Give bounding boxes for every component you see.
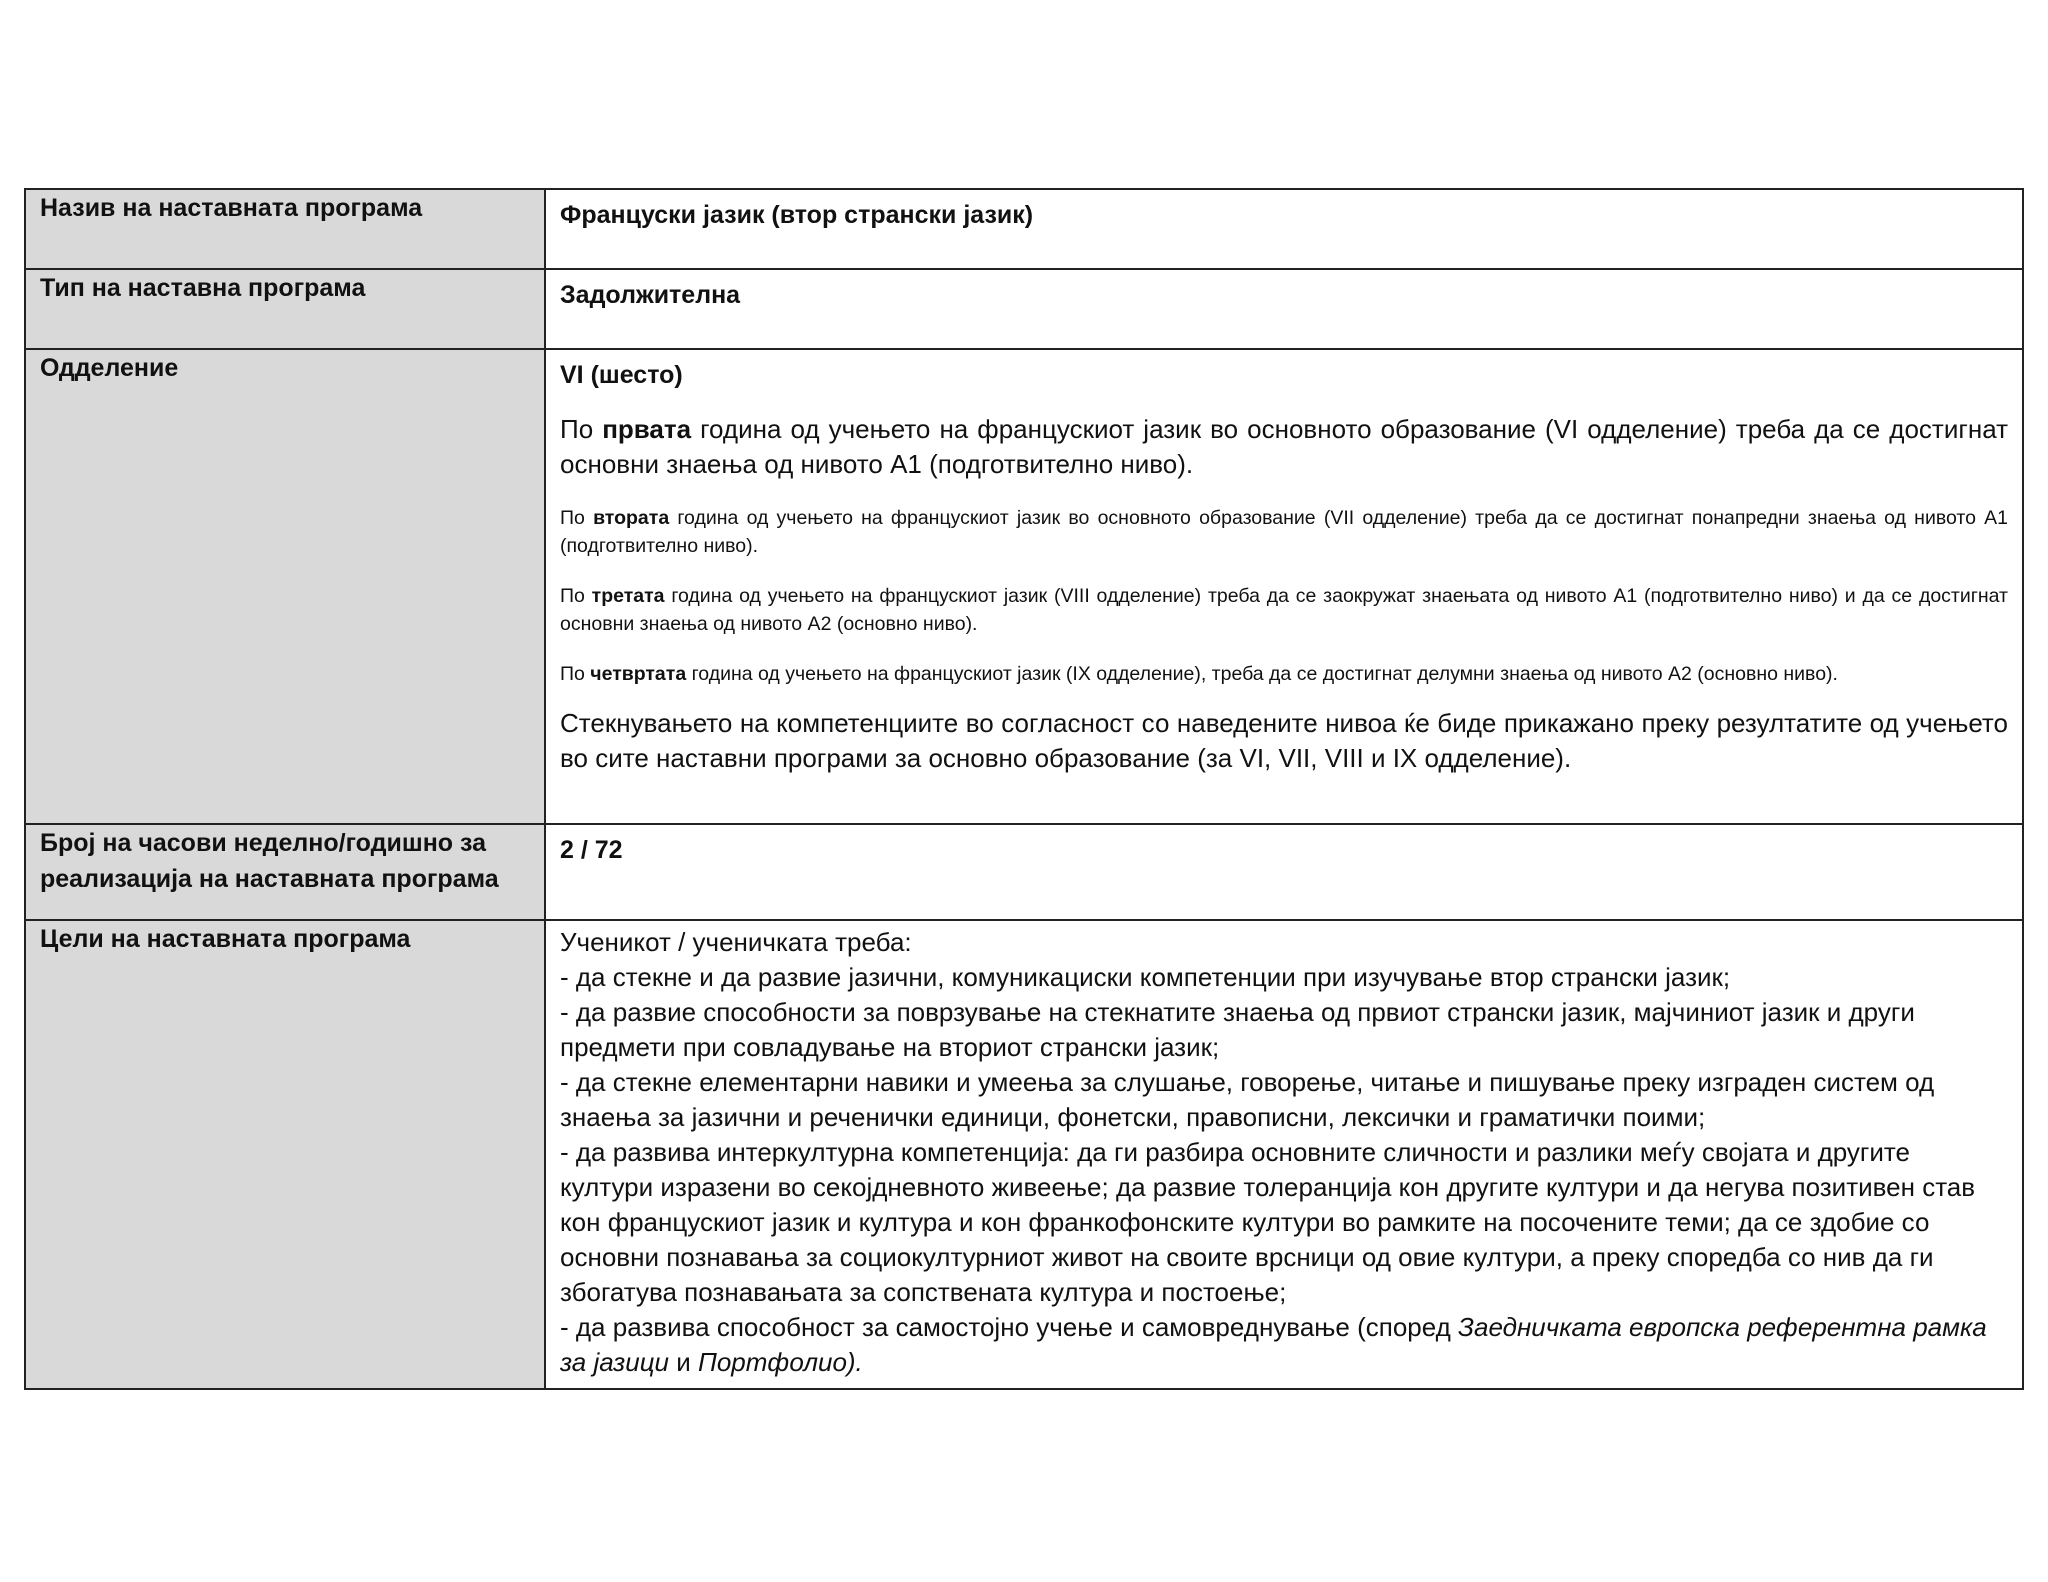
- grade-paragraph-second-year: По втората година од учењето на францускиот јазик во основното образование (VII одделение) треба да се достигнат понапредни знаења од нивото А1 (подготвително ниво).: [560, 507, 2009, 557]
- syllabus-table: [24, 188, 2024, 1390]
- label-program-name: Назив на наставната програма: [25, 189, 545, 269]
- goals-intro: Ученикот / ученичката треба:: [560, 927, 912, 957]
- program-name-text: Француски јазик (втор странски јазик): [560, 201, 1034, 229]
- value-goals: [545, 920, 2023, 1389]
- row-hours: [25, 824, 2023, 920]
- row-program-name: [25, 189, 2023, 269]
- row-program-type: [25, 269, 2023, 349]
- goal-item: - да развива интеркултурна компетенција: да ги разбира основните сличности и разлики меѓу својата и другите култури изразени во секојдневното живеење; да развие толеранција кон другите култури и да негува позитивен став кон францускиот јазик и култура и кон франкофонските култури во рамките на посочените теми; да се здобие со основни познавања за социокултурниот живот на своите врсници од овие култури, а преку споредба со нив да ги збогатува познавањата за сопствената култура и постоење;: [560, 1137, 1976, 1307]
- portfolio-title: Портфолио).: [698, 1347, 863, 1377]
- label-grade: Одделение: [25, 349, 545, 824]
- program-type-text: Задолжителна: [560, 281, 741, 309]
- goal-item: - да развие способности за поврзување на стекнатите знаења од првиот странски јазик, мајчиниот јазик и други предмети при совладување на вториот странски јазик;: [560, 997, 1915, 1062]
- label-hours: Број на часови неделно/годишно за реализација на наставната програма: [25, 824, 545, 920]
- label-goals: Цели на наставната програма: [25, 920, 545, 1389]
- grade-paragraph-third-year: По третата година од учењето на францускиот јазик (VIII одделение) треба да се заокружат знаењата од нивото А1 (подготвително ниво) и да се достигнат основни знаења од нивото А2 (основно ниво).: [560, 585, 2008, 635]
- value-grade: [545, 349, 2023, 824]
- value-program-name: [545, 189, 2023, 269]
- grade-title: VI (шесто): [560, 361, 683, 389]
- grade-paragraph-fourth-year: По четвртата година од учењето на францускиот јазик (IX одделение), треба да се достигнат делумни знаења од нивото А2 (основно ниво).: [560, 663, 1838, 685]
- goal-item: - да стекне и да развие јазични, комуникациски компетенции при изучување втор странски јазик;: [560, 962, 1731, 992]
- label-program-type: Тип на наставна програма: [25, 269, 545, 349]
- grade-paragraph-first-year: По првата година од учењето на францускиот јазик во основното образование (VI одделение) треба да се достигнат основни знаења од нивото А1 (подготвително ниво).: [560, 414, 2008, 479]
- value-hours: [545, 824, 2023, 920]
- goal-item: - да стекне елементарни навики и умеења за слушање, говорење, читање и пишување преку изграден систем од знаења за јазични и реченички единици, фонетски, правописни, лексички и граматички поими;: [560, 1067, 1935, 1132]
- value-program-type: [545, 269, 2023, 349]
- goal-item-self-learning: - да развива способност за самостојно учење и самовреднување (според Заедничката европска референтна рамка за јазици и Портфолио).: [560, 1312, 1987, 1377]
- row-goals: [25, 920, 2023, 1389]
- reference-framework-title: Заедничката европска референтна рамка за јазици: [560, 1312, 1987, 1377]
- row-grade: [25, 349, 2023, 824]
- grade-paragraph-competences: Стекнувањето на компетенциите во согласност со наведените нивоа ќе биде прикажано преку резултатите од учењето во сите наставни програми за основно образование (за VI, VII, VIII и IX одделение).: [560, 708, 2008, 773]
- hours-text: 2 / 72: [560, 836, 623, 864]
